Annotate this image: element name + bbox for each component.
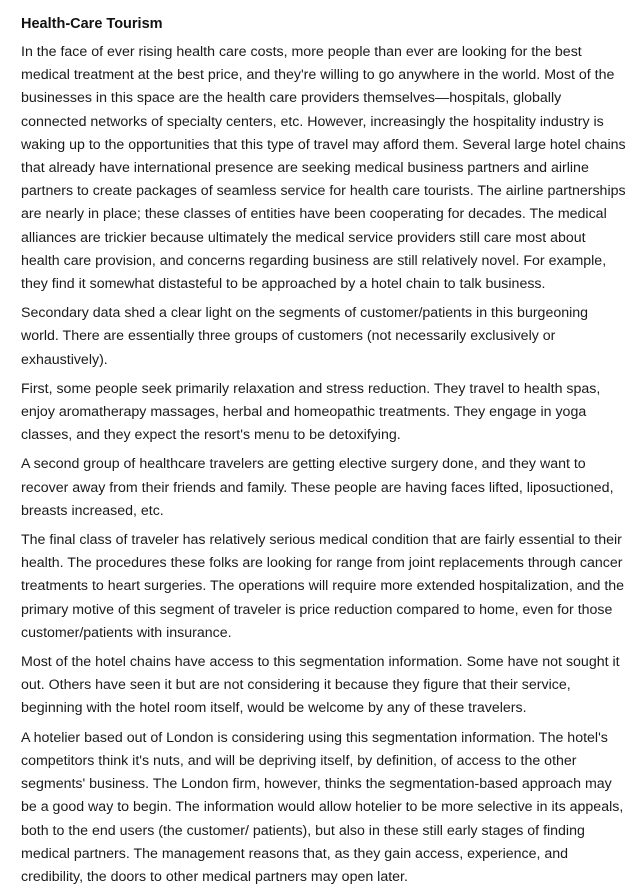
paragraph-second-group: A second group of healthcare travelers are getting elective surgery done, and they want to recover away from their friends and family. These people are having faces lifted, liposuctioned, breasts increased, etc. bbox=[21, 456, 614, 519]
document-title: Health-Care Tourism bbox=[21, 16, 163, 32]
paragraph-intro: In the face of ever rising health care costs, more people than ever are looking for the best medical treatment at the best price, and they're willing to go anywhere in the world. Most of the businesses in this space are the health care providers themselves—hospitals, globally connected networks of specialty centers, etc. However, increasingly the hospitality industry is waking up to the opportunities that this type of travel may afford them. Several large hotel chains that already have international presence are seeking medical business partners and airline partners to create packages of seamless service for health care tourists. The airline partnerships are nearly in place; these classes of entities have been cooperating for decades. The medical alliances are trickier because ultimately the medical service providers still care most about health care provision, and concerns regarding business are still relatively novel. For example, they find it somewhat distasteful to be approached by a hotel chain to talk business. bbox=[21, 44, 626, 293]
paragraph-first-group: First, some people seek primarily relaxation and stress reduction. They travel to health spas, enjoy aromatherapy massages, herbal and homeopathic treatments. They engage in yoga classes, and they expect the resort's menu to be detoxifying. bbox=[21, 380, 601, 444]
paragraph-hotel-chains: Most of the hotel chains have access to this segmentation information. Some have not sought it out. Others have seen it but are not considering it because they figure that their service, beginning with the hotel room itself, would be welcome by any of these travelers. bbox=[21, 654, 620, 717]
paragraph-london-hotelier: A hotelier based out of London is considering using this segmentation information. The hotel's competitors think it's nuts, and will be depriving itself, by definition, of access to the other segments' business. The London firm, however, thinks the segmentation-based approach may be a good way to begin. The information would allow hotelier to be more selective in its appeals, both to the end users (the customer/ patients), but also in these still early stages of finding medical partners. The management reasons that, as they gain access, experience, and credibility, the doors to other medical partners may open later. bbox=[21, 729, 624, 885]
paragraph-final-class: The final class of traveler has relatively serious medical condition that are fairly essential to their health. The procedures these folks are looking for range from joint replacements through cancer treatments to heart surgeries. The operations will require more extended hospitalization, and the primary motive of this segment of traveler is price reduction compared to home, even for those customer/patients with insurance. bbox=[21, 532, 625, 641]
paragraph-segments-overview: Secondary data shed a clear light on the segments of customer/patients in this burgeoning world. There are essentially three groups of customers (not necessarily exclusively or exhaustively). bbox=[21, 305, 589, 368]
